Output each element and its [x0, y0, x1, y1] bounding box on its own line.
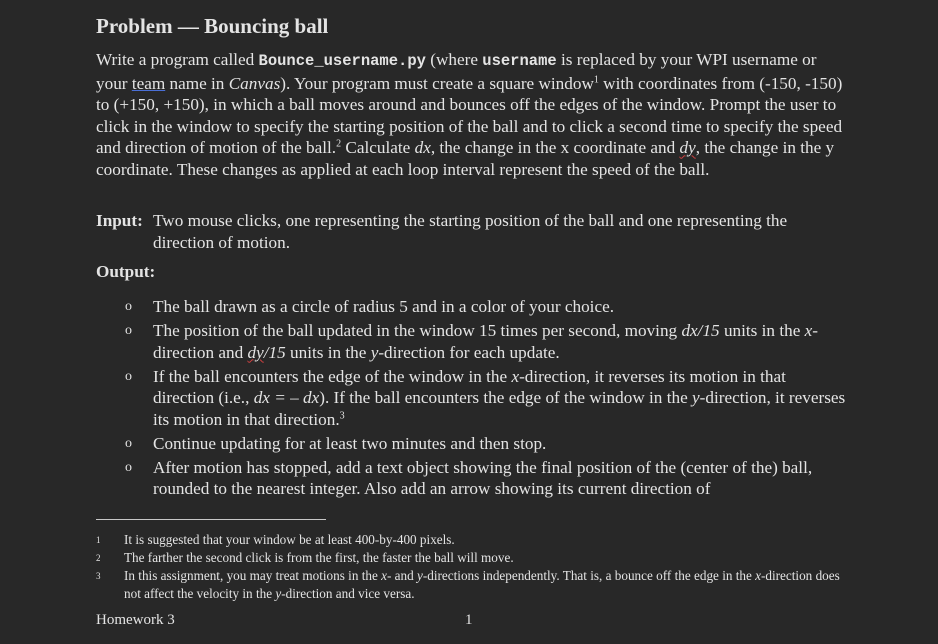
list-item-text: After motion has stopped, add a text object showing the final position of the (center of the) ball, rounded to the nearest integer. Also add an arrow showing its current direction of: [153, 457, 813, 499]
footnote-text-part: In this assignment, you may treat motions in the: [124, 568, 382, 583]
list-item-text: The position of the ball updated in the window 15 times per second, moving: [153, 320, 682, 340]
math-term: /15: [263, 342, 286, 362]
dy-term: dy: [679, 138, 696, 158]
list-item-text: ). If the ball encounters the edge of the window in the: [319, 388, 692, 408]
list-item: [96, 366, 848, 431]
intro-text: ). Your program must create a square window: [280, 73, 594, 93]
footnote-text: The farther the second click is from the first, the faster the ball will move.: [124, 550, 514, 565]
bullet-marker: o: [125, 299, 132, 314]
bullet-marker: o: [125, 322, 132, 338]
canvas-term: Canvas: [228, 73, 281, 93]
intro-text: with coordinates from (-150, -150) to (+150, +150), in which a ball moves around and bounces off the edges of the window. Prompt the user to click in the window to specify the starting position of the ball and to click a second time to specify the speed and direction of motion of the ball.: [96, 73, 843, 158]
list-item-text: -direction and: [153, 320, 818, 362]
footnote-number: 2: [96, 553, 101, 563]
intro-text: name in: [165, 73, 229, 93]
input-text: Two mouse clicks, one representing the starting position of the ball and one representing the direction of motion.: [153, 211, 788, 252]
intro-text: Calculate: [341, 138, 415, 158]
footnote-number: 1: [96, 535, 101, 545]
list-item-text: units in the: [719, 320, 805, 340]
footnote-text: [124, 567, 854, 603]
list-item: [96, 296, 848, 318]
math-term: y: [417, 568, 423, 583]
list-item-text: The ball drawn as a circle of radius 5 and in a color of your choice.: [153, 297, 615, 316]
footer-title: Homework 3: [96, 612, 175, 628]
footnote-text-part: -direction does not affect the velocity in the: [124, 568, 840, 601]
dy-term: dy: [247, 342, 264, 362]
list-item: [96, 457, 848, 500]
dx-term: dx: [681, 320, 698, 340]
team-link[interactable]: team: [131, 73, 166, 93]
username-code: username: [482, 52, 557, 70]
list-item-text: Continue updating for at least two minutes and then stop.: [153, 433, 547, 453]
list-item-text: -direction for each update.: [378, 342, 560, 362]
footnote-text-part: - and: [386, 568, 418, 583]
output-list: [96, 296, 848, 502]
dx-term: dx: [414, 138, 431, 158]
footnote-number: 3: [96, 571, 101, 581]
intro-text: , the change in the x coordinate and: [430, 138, 680, 158]
math-term: y: [275, 586, 282, 601]
intro-text: is replaced by your WPI username or your: [96, 50, 817, 93]
math-term: y: [370, 342, 379, 362]
output-label: Output:: [96, 262, 156, 281]
math-term: x: [511, 366, 520, 386]
footnote-ref-1[interactable]: 1: [593, 73, 599, 85]
list-item-text: If the ball encounters the edge of the window in the: [153, 366, 512, 386]
problem-heading: Problem — Bouncing ball: [96, 14, 329, 38]
math-term: /15: [697, 320, 720, 340]
bullet-marker: o: [125, 435, 132, 451]
math-term: x: [381, 568, 387, 583]
intro-paragraph: [96, 49, 844, 181]
intro-text: (where: [425, 50, 483, 69]
footnote-ref-2[interactable]: 2: [336, 138, 342, 150]
page-number: 1: [465, 612, 473, 628]
list-item-text: units in the: [285, 342, 371, 362]
footnote-text-part: -directions independently. That is, a bounce off the edge in the: [422, 568, 756, 583]
math-term: x: [755, 568, 762, 583]
bullet-marker: o: [125, 368, 132, 384]
intro-text: Write a program called: [96, 50, 259, 69]
math-term: y: [692, 388, 700, 408]
list-item-text: -direction, it reverses its motion in that direction.: [153, 388, 846, 429]
filename-code: Bounce_username.py: [258, 52, 426, 70]
footnote-divider: [96, 519, 326, 520]
bullet-marker: o: [125, 459, 132, 475]
list-item: [96, 320, 848, 363]
input-label: Input:: [96, 211, 143, 230]
intro-text: , the change in the y coordinate. These changes as applied at each loop interval represent the speed of the ball.: [96, 138, 835, 179]
math-term: dx = – dx: [253, 388, 320, 408]
footnote-text: It is suggested that your window be at least 400-by-400 pixels.: [124, 532, 455, 547]
list-item: [96, 433, 848, 455]
footnote-text-part: -direction and vice versa.: [281, 586, 415, 601]
math-term: x: [804, 320, 813, 340]
list-item-text: -direction, it reverses its motion in that direction (i.e.,: [153, 366, 786, 408]
footnote-ref-3[interactable]: 3: [339, 410, 345, 422]
